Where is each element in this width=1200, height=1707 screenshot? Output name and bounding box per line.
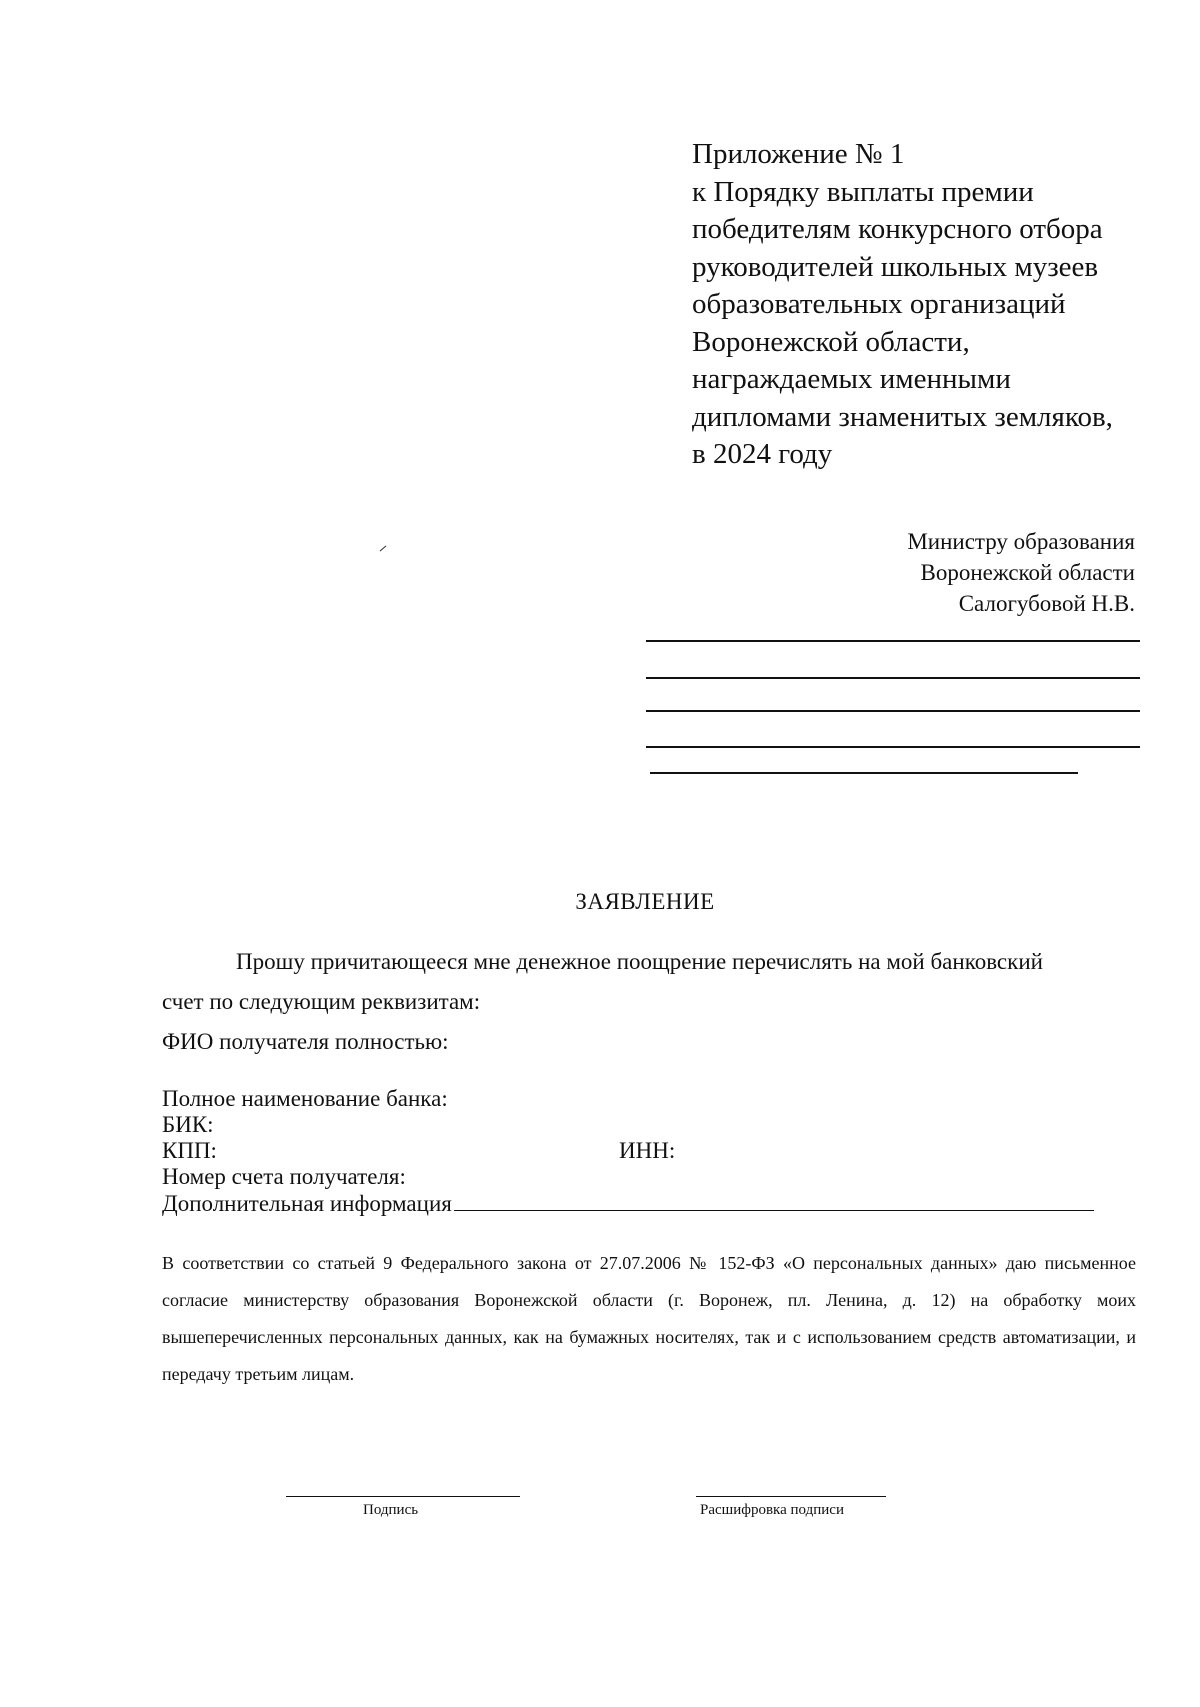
document-title: ЗАЯВЛЕНИЕ — [575, 889, 715, 914]
inn-label: ИНН: — [619, 1138, 676, 1163]
sender-fill-line[interactable] — [646, 746, 1140, 748]
appendix-line: победителям конкурсного отбора — [692, 213, 1103, 245]
stray-mark — [380, 546, 387, 552]
sender-fill-line[interactable] — [646, 677, 1140, 679]
addressee-line: Воронежской области — [920, 560, 1135, 585]
signature-label: Подпись — [363, 1502, 419, 1518]
appendix-line: Воронежской области, — [692, 325, 970, 358]
appendix-line: к Порядку выплаты премии — [692, 175, 1034, 208]
request-line: счет по следующим реквизитам: — [162, 989, 481, 1014]
appendix-line: руководителей школьных музеев — [692, 250, 1099, 283]
addressee-line: Салогубовой Н.В. — [958, 591, 1135, 616]
sender-fill-line[interactable] — [646, 640, 1140, 642]
appendix-line: награждаемых именными — [692, 363, 1011, 395]
kpp-label: КПП: — [162, 1138, 217, 1163]
extra-info-fill-line[interactable] — [454, 1190, 1094, 1211]
account-label: Номер счета получателя: — [162, 1164, 406, 1189]
account-row — [162, 1164, 1162, 1190]
addressee-block — [907, 526, 1135, 619]
bank-name-label: Полное наименование банка: — [162, 1086, 448, 1111]
bik-row — [162, 1112, 1162, 1138]
appendix-line: Приложение № 1 — [692, 138, 905, 170]
kpp-inn-row — [162, 1138, 1162, 1164]
extra-info-row — [162, 1190, 1162, 1216]
signature-line[interactable] — [286, 1496, 520, 1497]
appendix-line: в 2024 году — [692, 438, 833, 470]
signature-decoding-line[interactable] — [696, 1496, 886, 1497]
bik-label: БИК: — [162, 1112, 214, 1137]
bank-details — [162, 1086, 1162, 1216]
sender-fill-line[interactable] — [650, 772, 1078, 774]
addressee-line: Министру образования — [907, 529, 1135, 554]
request-paragraph — [162, 942, 1142, 1022]
appendix-header — [692, 136, 1172, 474]
request-line: Прошу причитающееся мне денежное поощрение перечислять на мой банковский — [236, 949, 1043, 974]
appendix-line: образовательных организаций — [692, 288, 1066, 320]
consent-paragraph: В соответствии со статьей 9 Федерального закона от 27.07.2006 № 152-ФЗ «О персональных данных» даю письменное согласие министерству образования Воронежской области (г. Воронеж, пл. Ленина, д. 12) на обработку моих вышеперечисленных персональных данных, как на бумажных носителях, так и с использованием средств автоматизации, и передачу третьим лицам. — [162, 1253, 1136, 1384]
signature-decoding-label: Расшифровка подписи — [700, 1502, 844, 1518]
appendix-line: дипломами знаменитых земляков, — [692, 400, 1113, 433]
extra-info-label: Дополнительная информация — [162, 1191, 452, 1216]
fio-label: ФИО получателя полностью: — [162, 1029, 449, 1054]
bank-name-row — [162, 1086, 1162, 1112]
sender-fill-line[interactable] — [646, 710, 1140, 712]
